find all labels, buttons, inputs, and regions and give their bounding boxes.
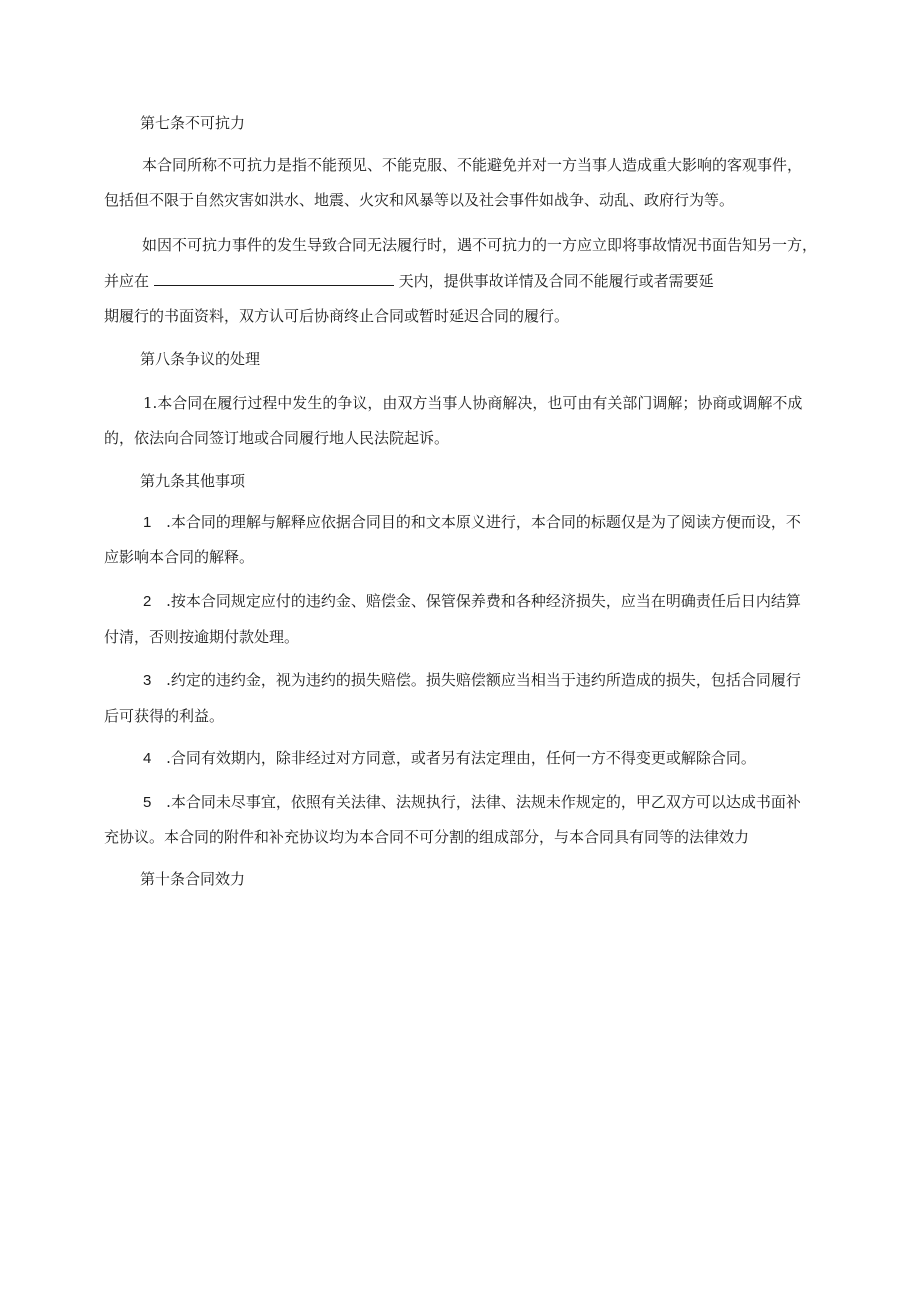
article-9-item-2-line-2: 付清，否则按逾期付款处理。 bbox=[104, 628, 300, 646]
article-9-item-2-line-1 bbox=[143, 591, 801, 612]
item-number: 1 bbox=[143, 514, 152, 531]
article-7-para-1-line-1: 本合同所称不可抗力是指不能预见、不能克服、不能避免并对一方当事人造成重大影响的客观事件， bbox=[142, 156, 803, 174]
days-blank-field[interactable] bbox=[154, 271, 394, 286]
item-text: .按本合同规定应付的违约金、赔偿金、保管保养费和各种经济损失，应当在明确责任后日内结算 bbox=[166, 592, 801, 610]
item-text: .本合同的理解与解释应依据合同目的和文本原义进行，本合同的标题仅是为了阅读方便而设，不 bbox=[166, 513, 801, 531]
article-7-heading: 第七条不可抗力 bbox=[140, 114, 246, 132]
article-10-heading: 第十条合同效力 bbox=[140, 870, 246, 888]
item-number: 5 bbox=[143, 794, 152, 811]
article-9-heading: 第九条其他事项 bbox=[140, 472, 246, 490]
article-8-para-1-line-2: 的，依法向合同签订地或合同履行地人民法院起诉。 bbox=[104, 429, 450, 447]
item-text: .约定的违约金，视为违约的损失赔偿。损失赔偿额应当相当于违约所造成的损失，包括合同履行 bbox=[166, 671, 801, 689]
article-7-para-2-line-2 bbox=[104, 271, 714, 291]
article-7-para-1-line-2: 包括但不限于自然灾害如洪水、地震、火灾和风暴等以及社会事件如战争、动乱、政府行为等。 bbox=[104, 191, 735, 209]
item-number: 2 bbox=[143, 593, 152, 610]
article-8-heading: 第八条争议的处理 bbox=[140, 350, 261, 368]
item-number: 4 bbox=[143, 750, 152, 767]
article-7-para-2-line-1: 如因不可抗力事件的发生导致合同无法履行时，遇不可抗力的一方应立即将事故情况书面告知另一方， bbox=[142, 236, 818, 254]
article-9-item-1-line-2: 应影响本合同的解释。 bbox=[104, 548, 255, 566]
article-9-item-5-line-2: 充协议。本合同的附件和补充协议均为本合同不可分割的组成部分，与本合同具有同等的法律效力 bbox=[104, 828, 750, 846]
article-9-item-3-line-2: 后可获得的利益。 bbox=[104, 707, 225, 725]
article-9-item-3-line-1 bbox=[143, 670, 801, 691]
article-9-item-5-line-1 bbox=[143, 792, 801, 813]
article-7-para-2-prefix: 并应在 bbox=[104, 272, 150, 290]
article-7-para-2-suffix: 天内，提供事故详情及合同不能履行或者需要延 bbox=[398, 272, 714, 290]
article-9-item-1-line-1 bbox=[143, 512, 801, 533]
article-7-para-2-line-3: 期履行的书面资料，双方认可后协商终止合同或暂时延迟合同的履行。 bbox=[104, 307, 570, 325]
item-text: .本合同未尽事宜，依照有关法律、法规执行，法律、法规未作规定的，甲乙双方可以达成书面补 bbox=[166, 793, 801, 811]
item-number: 3 bbox=[143, 672, 152, 689]
article-8-para-1-line-1: 1.本合同在履行过程中发生的争议，由双方当事人协商解决，也可由有关部门调解；协商或调解不成 bbox=[143, 394, 803, 412]
article-9-item-4-line-1 bbox=[143, 748, 756, 769]
item-text: .合同有效期内，除非经过对方同意，或者另有法定理由，任何一方不得变更或解除合同。 bbox=[166, 749, 756, 767]
